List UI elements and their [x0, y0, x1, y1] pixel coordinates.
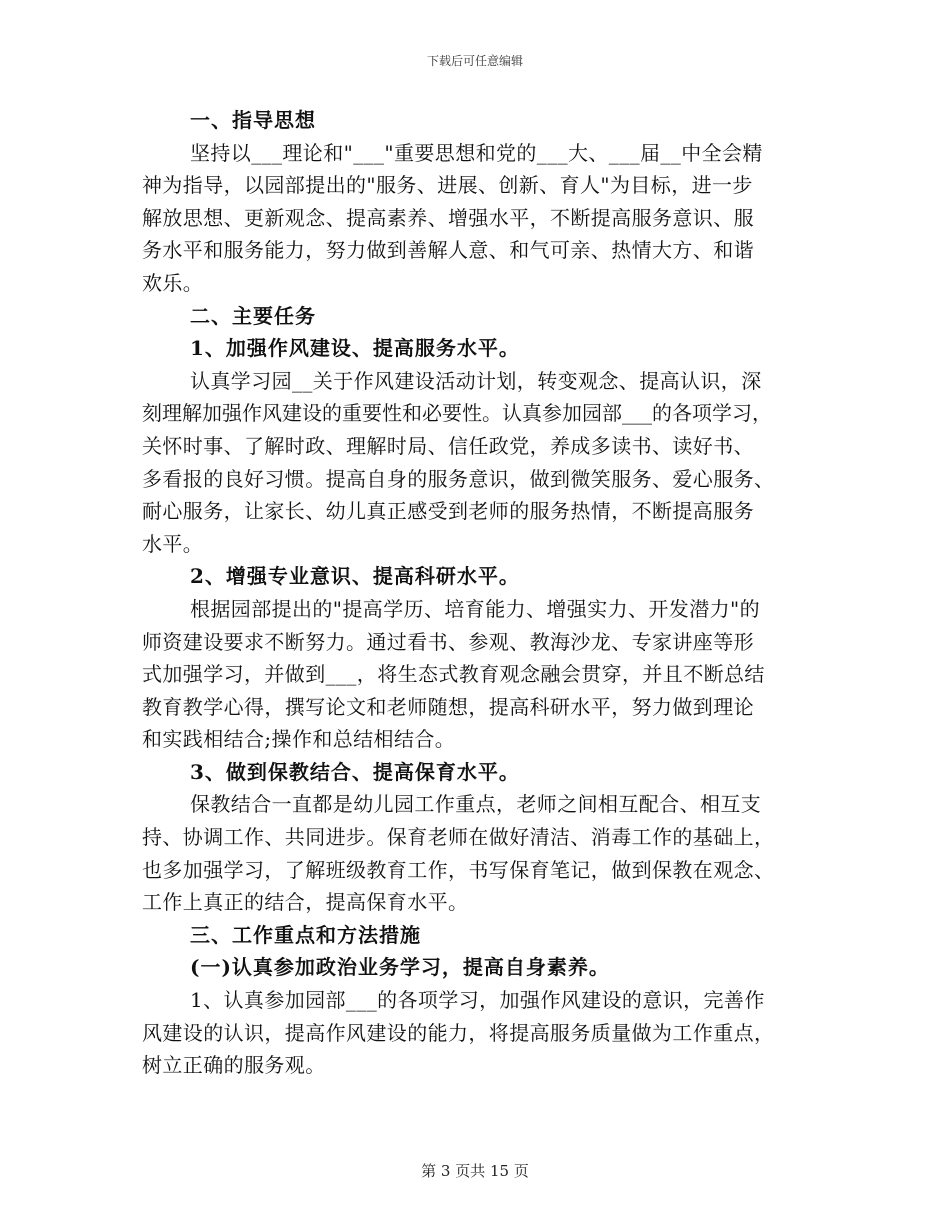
paragraph-line: 风建设的认识，提高作风建设的能力，将提高服务质量做为工作重点，	[142, 1020, 775, 1045]
paragraph-line: 1、认真参加园部___的各项学习，加强作风建设的意识，完善作	[190, 988, 765, 1013]
paragraph-line: 师资建设要求不断努力。通过看书、参观、教海沙龙、专家讲座等形	[142, 629, 754, 654]
subsection-heading: 1、加强作风建设、提高服务水平。	[190, 336, 520, 361]
paragraph-line: 刻理解加强作风建设的重要性和必要性。认真参加园部___的各项学习，	[142, 401, 772, 426]
section-heading: 三、工作重点和方法措施	[190, 922, 421, 947]
paragraph-line: 神为指导，以园部提出的"服务、进展、创新、育人"为目标，进一步	[142, 173, 753, 198]
paragraph-line: 坚持以___理论和"___"重要思想和党的___大、___届__中全会精	[190, 140, 763, 165]
paragraph-line: 树立正确的服务观。	[142, 1053, 326, 1078]
paragraph-line: 也多加强学习，了解班级教育工作，书写保育笔记，做到保教在观念、	[142, 857, 775, 882]
paragraph-line: 欢乐。	[142, 270, 204, 295]
paragraph-line: 持、协调工作、共同进步。保育老师在做好清洁、消毒工作的基础上，	[142, 825, 775, 850]
section-heading: 一、指导思想	[190, 108, 316, 132]
subsection-heading: (一)认真参加政治业务学习，提高自身素养。	[190, 955, 610, 980]
section-heading: 二、主要任务	[190, 303, 316, 328]
paragraph-line: 教育教学心得，撰写论文和老师随想，提高科研水平，努力做到理论	[142, 694, 754, 719]
paragraph-line: 多看报的良好习惯。提高自身的服务意识，做到微笑服务、爱心服务、	[142, 466, 775, 491]
subsection-heading: 3、做到保教结合、提高保育水平。	[190, 759, 520, 784]
paragraph-line: 务水平和服务能力，努力做到善解人意、和气可亲、热情大方、和谐	[142, 238, 754, 263]
paragraph-line: 式加强学习，并做到___，将生态式教育观念融会贯穿，并且不断总结	[142, 662, 765, 687]
page-header: 下载后可任意编辑	[426, 54, 523, 68]
page-footer: 第 3 页共 15 页	[421, 1162, 529, 1180]
subsection-heading: 2、增强专业意识、提高科研水平。	[190, 564, 520, 589]
paragraph-line: 工作上真正的结合，提高保育水平。	[142, 890, 469, 915]
paragraph-line: 保教结合一直都是幼儿园工作重点，老师之间相互配合、相互支	[190, 792, 762, 817]
paragraph-line: 耐心服务，让家长、幼儿真正感受到老师的服务热情，不断提高服务	[142, 499, 754, 524]
paragraph-line: 认真学习园__关于作风建设活动计划，转变观念、提高认识，深	[190, 368, 762, 393]
paragraph-line: 和实践相结合;操作和总结相结合。	[142, 727, 456, 752]
paragraph-line: 根据园部提出的"提高学历、培育能力、增强实力、开发潜力"的	[190, 596, 760, 621]
document-body	[142, 104, 822, 1082]
paragraph-line: 解放思想、更新观念、提高素养、增强水平，不断提高服务意识、服	[142, 205, 754, 230]
paragraph-line: 关怀时事、了解时政、理解时局、信任政党，养成多读书、读好书、	[142, 433, 754, 458]
paragraph-line: 水平。	[142, 531, 204, 556]
